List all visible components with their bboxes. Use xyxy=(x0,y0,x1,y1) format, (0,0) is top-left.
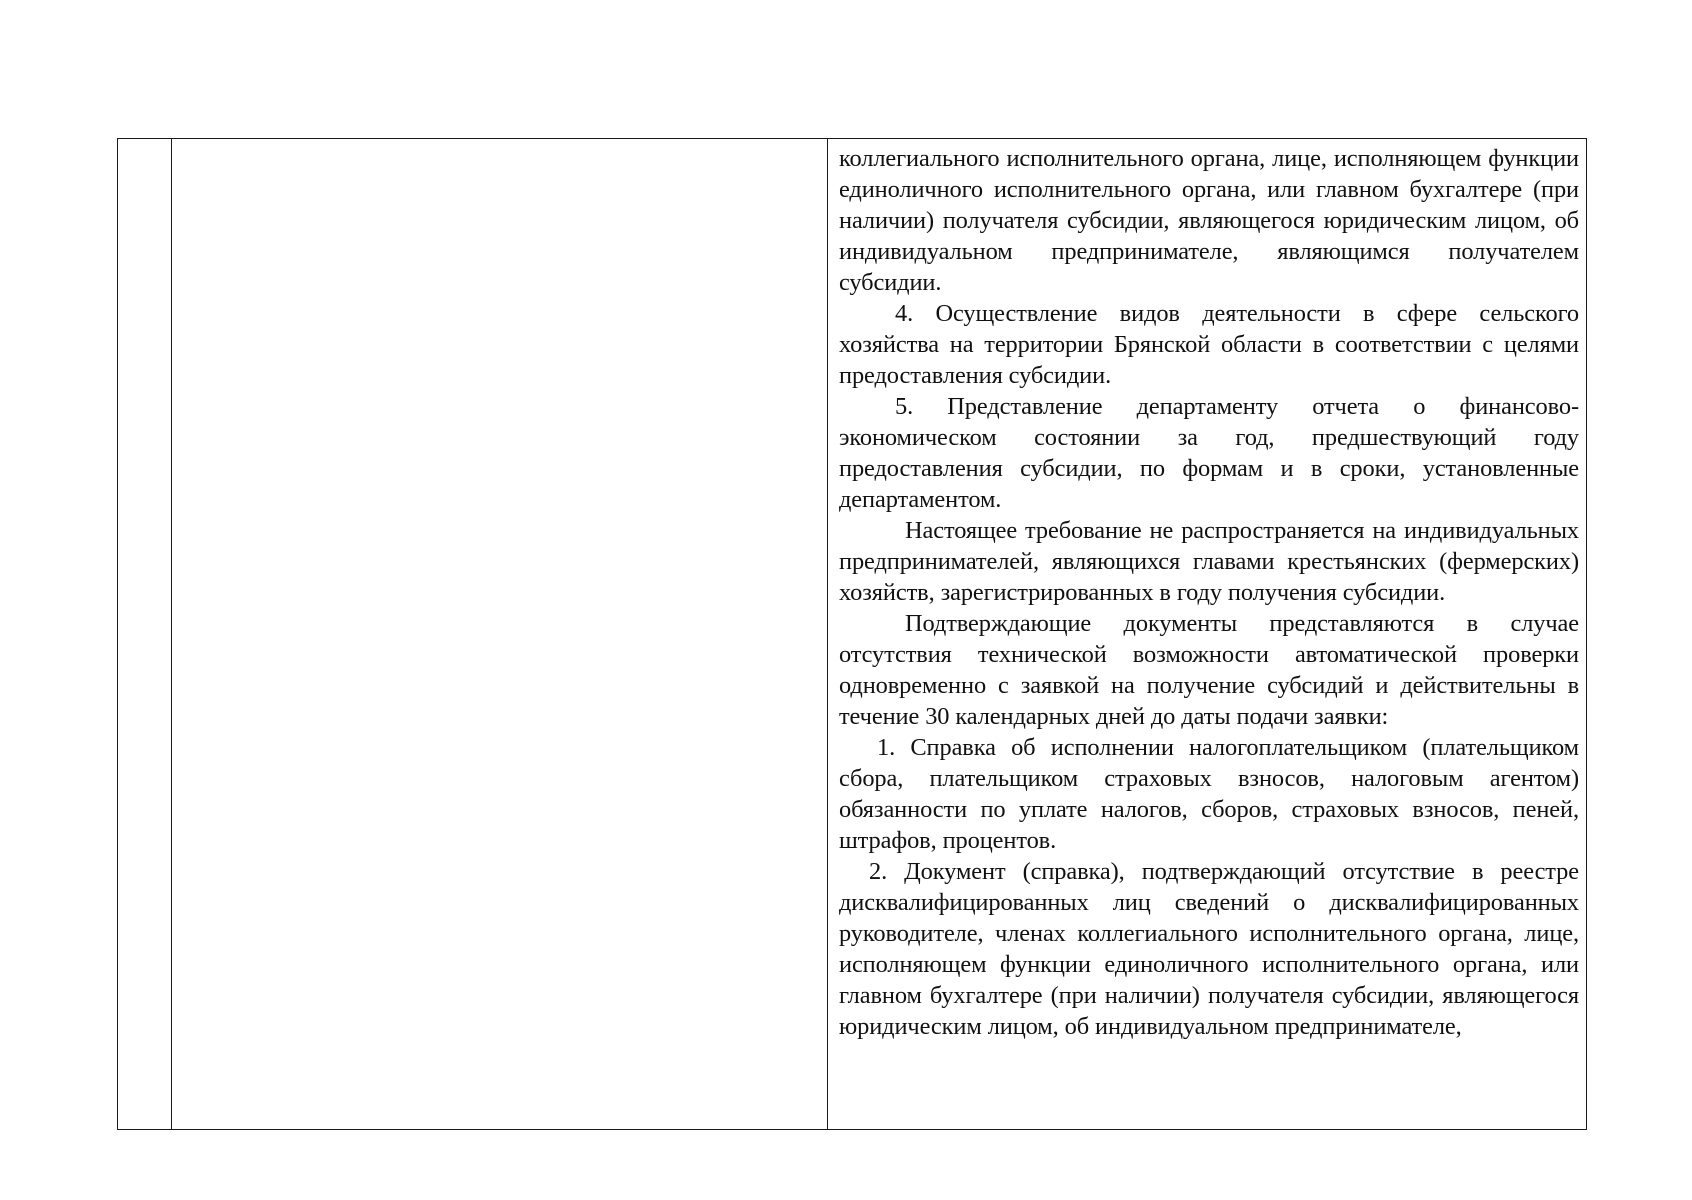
table-cell-text xyxy=(839,143,1579,1129)
paragraph-item-5: 5. Представление департаменту отчета о финансово-экономическом состоянии за год, предшествующий году предоставления субсидии, по формам и в сроки, установленные департаментом. xyxy=(839,393,1579,513)
paragraph-doc-1: 1. Справка об исполнении налогоплательщиком (плательщиком сбора, плательщиком страховых взносов, налоговым агентом) обязанности по уплате налогов, сборов, страховых взносов, пеней, штрафов, процентов. xyxy=(839,734,1579,854)
paragraph-supporting-docs: Подтверждающие документы представляются в случае отсутствия технической возможности автоматической проверки одновременно с заявкой на получение субсидий и действительны в течение 30 календарных дней до даты подачи заявки: xyxy=(839,610,1579,730)
column-divider-1 xyxy=(171,139,172,1129)
paragraph-continuation: коллегиального исполнительного органа, лице, исполняющем функции единоличного исполнительного органа, или главном бухгалтере (при наличии) получателя субсидии, являющегося юридическим лицом, об индивидуальном предпринимателе, являющимся получателем субсидии. xyxy=(839,145,1579,296)
column-divider-2 xyxy=(827,139,828,1129)
document-table xyxy=(117,138,1587,1130)
paragraph-exception: Настоящее требование не распространяется на индивидуальных предпринимателей, являющихся главами крестьянских (фермерских) хозяйств, зарегистрированных в году получения субсидии. xyxy=(839,517,1579,606)
paragraph-doc-2: 2. Документ (справка), подтверждающий отсутствие в реестре дисквалифицированных лиц сведений о дисквалифицированных руководителе, членах коллегиального исполнительного органа, лице, исполняющем функции единоличного исполнительного органа, или главном бухгалтере (при наличии) получателя субсидии, являющегося юридическим лицом, об индивидуальном предпринимателе, xyxy=(839,858,1579,1040)
paragraph-item-4: 4. Осуществление видов деятельности в сфере сельского хозяйства на территории Брянской области в соответствии с целями предоставления субсидии. xyxy=(839,300,1579,389)
